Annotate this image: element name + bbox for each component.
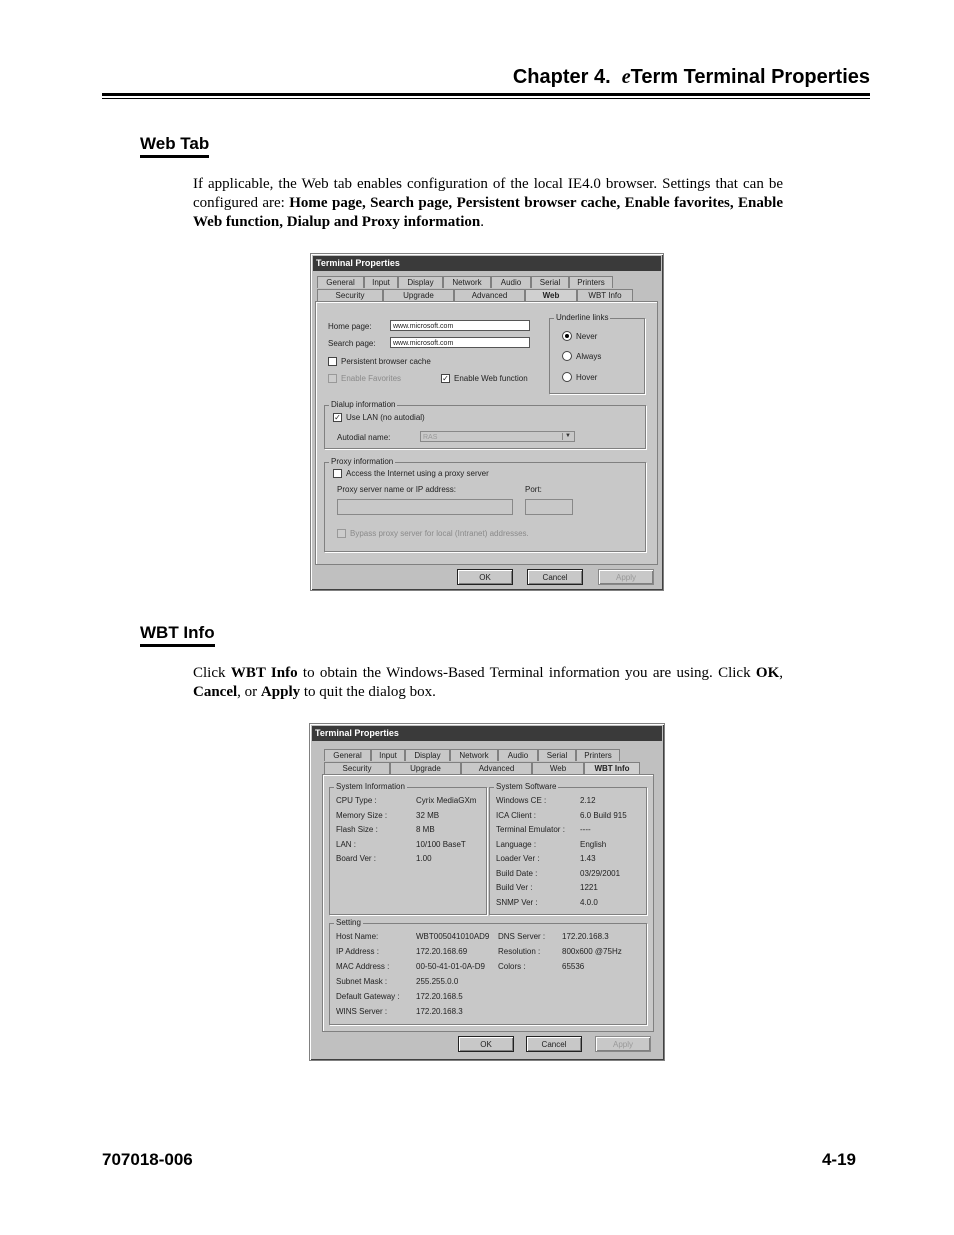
tab[interactable]: General xyxy=(324,749,371,761)
search-page-input[interactable]: www.microsoft.com xyxy=(390,337,530,348)
info-value: 65536 xyxy=(562,962,585,971)
document-number: 707018-006 xyxy=(102,1150,193,1169)
web-tab-heading: Web Tab xyxy=(140,134,209,158)
info-key: Default Gateway : xyxy=(336,992,400,1001)
info-key: Resolution : xyxy=(498,947,541,956)
wbt-info-panel xyxy=(322,774,654,1032)
web-tab-paragraph xyxy=(193,175,783,232)
info-value: 172.20.168.69 xyxy=(416,947,468,956)
persistent-cache-checkbox[interactable] xyxy=(328,357,337,366)
tab[interactable]: WBT Info xyxy=(577,289,633,301)
dialup-group-label: Dialup information xyxy=(331,400,396,409)
ok-button[interactable]: OK xyxy=(458,1036,514,1052)
underline-hover-label: Hover xyxy=(576,373,598,382)
enable-web-function-checkbox[interactable]: ✓ xyxy=(442,374,449,383)
info-value: ---- xyxy=(580,825,591,834)
web-tab-bold-settings: Home page, Search page, Persistent browser cache, Enable favorites, Enable Web function, Dialup and Proxy information xyxy=(193,195,783,230)
port-label: Port: xyxy=(525,485,542,494)
wbt-text-4: , or xyxy=(237,684,261,700)
underline-links-group xyxy=(549,313,645,394)
info-value: WBT005041010AD9 xyxy=(416,932,490,941)
tab[interactable]: Serial xyxy=(538,749,576,761)
dialog-title-bar: Terminal Properties xyxy=(312,726,662,741)
tab[interactable]: Web xyxy=(525,289,577,301)
info-key: IP Address : xyxy=(336,947,379,956)
info-key: Board Ver : xyxy=(336,854,377,863)
wbt-text-5: to quit the dialog box. xyxy=(300,684,436,700)
info-value: 2.12 xyxy=(580,796,596,805)
info-key: Terminal Emulator : xyxy=(496,825,565,834)
info-key: SNMP Ver : xyxy=(496,897,538,907)
wbt-text-2: to obtain the Windows-Based Terminal information you are using. Click xyxy=(297,665,756,681)
info-value: 172.20.168.3 xyxy=(416,1007,463,1016)
info-key: Memory Size : xyxy=(336,810,388,820)
info-key: Colors : xyxy=(498,962,526,971)
system-software-label: System Software xyxy=(496,782,557,791)
tab[interactable]: Network xyxy=(443,276,491,288)
terminal-properties-dialog-wbt-info xyxy=(309,723,665,1061)
proxy-access-checkbox[interactable] xyxy=(333,469,342,478)
autodial-name-value: RAS xyxy=(423,434,438,441)
info-value: 255.255.0.0 xyxy=(416,977,459,986)
info-key: Subnet Mask : xyxy=(336,977,388,986)
ok-button[interactable]: OK xyxy=(457,569,513,585)
wbt-bold-cancel: Cancel xyxy=(193,684,238,700)
web-tab-panel xyxy=(315,301,658,565)
wbt-text-3: , xyxy=(779,665,784,681)
underline-never-radio[interactable] xyxy=(562,331,572,341)
dialup-information-group xyxy=(324,400,646,449)
info-key: Host Name: xyxy=(336,932,379,941)
info-value: 1.43 xyxy=(580,854,596,863)
enable-web-function-label: Enable Web function xyxy=(454,374,528,383)
info-key: CPU Type : xyxy=(336,796,377,805)
tab[interactable]: Input xyxy=(371,749,405,761)
proxy-server-label: Proxy server name or IP address: xyxy=(337,485,457,494)
tab[interactable]: Printers xyxy=(569,276,613,288)
tab[interactable]: Advanced xyxy=(461,762,532,774)
header-rule xyxy=(102,93,870,96)
web-tab-text-1: If applicable, the Web tab enables configuration of the local IE4.0 browser. Settings that can be configured are: xyxy=(193,176,783,211)
bypass-proxy-label: Bypass proxy server for local (Intranet) addresses. xyxy=(350,529,529,538)
info-value: 00-50-41-01-0A-D9 xyxy=(416,962,485,971)
wbt-bold-ok: OK xyxy=(755,665,780,681)
info-key: DNS Server : xyxy=(498,932,546,941)
info-value: 800x600 @75Hz xyxy=(562,947,622,956)
tab[interactable]: Advanced xyxy=(454,289,525,301)
tab[interactable]: General xyxy=(317,276,364,288)
chapter-number: Chapter 4. xyxy=(512,66,611,88)
autodial-name-combo[interactable] xyxy=(420,431,575,442)
info-key: Language : xyxy=(496,839,537,849)
info-key: LAN : xyxy=(336,839,357,849)
info-key: Build Date : xyxy=(496,868,538,878)
use-lan-checkbox[interactable]: ✓ xyxy=(334,413,341,422)
home-page-label: Home page: xyxy=(328,322,372,331)
proxy-information-group xyxy=(324,457,646,552)
chapter-header xyxy=(102,66,870,89)
cancel-button[interactable]: Cancel xyxy=(526,1036,582,1052)
wbt-info-heading: WBT Info xyxy=(140,623,215,647)
info-key: Loader Ver : xyxy=(496,854,540,863)
chevron-down-icon[interactable]: ▼ xyxy=(562,433,573,440)
info-value: 32 MB xyxy=(416,810,440,820)
enable-favorites-label: Enable Favorites xyxy=(341,374,402,383)
info-key: MAC Address : xyxy=(336,962,390,971)
wbt-info-paragraph xyxy=(193,664,783,702)
setting-label: Setting xyxy=(336,918,361,927)
underline-always-radio[interactable] xyxy=(562,351,572,361)
search-page-label: Search page: xyxy=(328,339,376,348)
tab[interactable]: Audio xyxy=(491,276,531,288)
home-page-input[interactable]: www.microsoft.com xyxy=(390,320,530,331)
info-key: ICA Client : xyxy=(496,810,537,820)
info-value: 10/100 BaseT xyxy=(416,839,466,849)
info-value: 1.00 xyxy=(416,854,432,863)
wbt-bold-wbt-info: WBT Info xyxy=(230,665,298,681)
dialog-title-bar: Terminal Properties xyxy=(313,256,661,271)
info-value: 8 MB xyxy=(416,825,435,834)
setting-group xyxy=(329,918,647,1025)
autodial-name-label: Autodial name: xyxy=(337,433,391,442)
info-value: 4.0.0 xyxy=(580,897,598,907)
enable-favorites-checkbox[interactable] xyxy=(328,374,337,383)
use-lan-label: Use LAN (no autodial) xyxy=(346,413,425,422)
info-value: 172.20.168.3 xyxy=(562,932,609,941)
chapter-title: Term Terminal Properties xyxy=(630,66,870,88)
underline-always-label: Always xyxy=(576,352,602,361)
wbt-bold-apply: Apply xyxy=(260,684,301,700)
tab[interactable]: Network xyxy=(450,749,498,761)
underline-links-group-label: Underline links xyxy=(556,313,609,322)
info-value: 172.20.168.5 xyxy=(416,992,463,1001)
proxy-group-label: Proxy information xyxy=(331,457,394,466)
info-value: 03/29/2001 xyxy=(580,868,621,878)
tab[interactable]: Display xyxy=(405,749,450,761)
web-tab-text-2: . xyxy=(480,214,485,230)
bypass-proxy-checkbox[interactable] xyxy=(337,529,346,538)
info-key: WINS Server : xyxy=(336,1007,388,1016)
chapter-e: e xyxy=(621,66,631,88)
info-value: 6.0 Build 915 xyxy=(580,810,627,820)
tab[interactable]: Upgrade xyxy=(390,762,461,774)
tab[interactable]: Serial xyxy=(531,276,569,288)
tab[interactable]: WBT Info xyxy=(584,762,640,774)
tab[interactable]: Audio xyxy=(498,749,538,761)
header-rule-thin xyxy=(102,98,870,99)
info-key: Build Ver : xyxy=(496,883,533,892)
port-input[interactable] xyxy=(525,499,573,515)
tab[interactable]: Display xyxy=(398,276,443,288)
tab[interactable]: Printers xyxy=(576,749,620,761)
terminal-properties-dialog-web xyxy=(310,253,664,591)
tab[interactable]: Security xyxy=(317,289,383,301)
proxy-server-input[interactable] xyxy=(337,499,513,515)
info-key: Flash Size : xyxy=(336,825,378,834)
underline-never-label: Never xyxy=(576,332,598,341)
proxy-access-label: Access the Internet using a proxy server xyxy=(346,469,489,478)
tab[interactable]: Input xyxy=(364,276,398,288)
system-information-label: System Information xyxy=(336,782,405,791)
apply-button[interactable]: Apply xyxy=(595,1036,651,1052)
system-software-group xyxy=(489,782,647,915)
cancel-button[interactable]: Cancel xyxy=(527,569,583,585)
underline-hover-radio[interactable] xyxy=(562,372,572,382)
system-information-group xyxy=(329,782,487,915)
tab[interactable]: Web xyxy=(532,762,584,774)
info-value: 1221 xyxy=(580,883,598,892)
wbt-text-1: Click xyxy=(193,665,231,681)
page-number: 4-19 xyxy=(821,1150,856,1169)
info-key: Windows CE : xyxy=(496,796,547,805)
info-value: Cyrix MediaGXm xyxy=(416,796,477,805)
tab[interactable]: Security xyxy=(324,762,390,774)
tab[interactable]: Upgrade xyxy=(383,289,454,301)
apply-button[interactable]: Apply xyxy=(598,569,654,585)
info-value: English xyxy=(580,839,607,849)
persistent-cache-label: Persistent browser cache xyxy=(341,357,431,366)
